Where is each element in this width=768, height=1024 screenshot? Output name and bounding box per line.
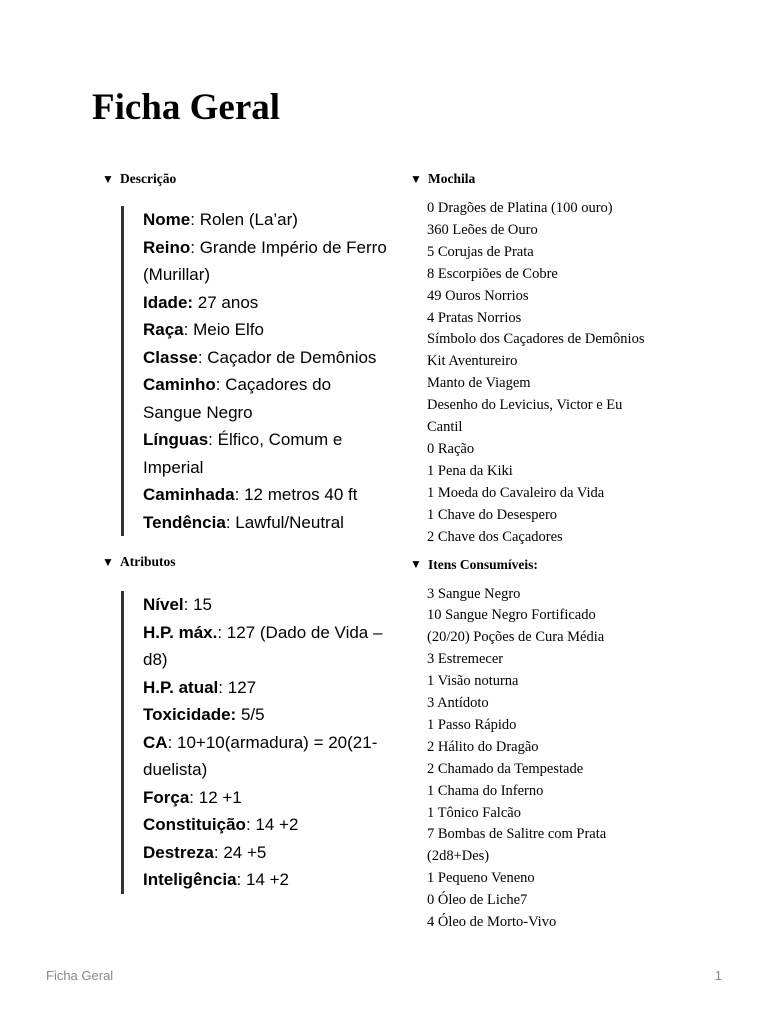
list-item: 7 Bombas de Salitre com Prata	[427, 826, 607, 843]
field-value: 14 +2	[245, 870, 289, 889]
field-label: Constituição	[143, 815, 246, 834]
atributos-field	[143, 674, 392, 702]
field-label: Caminho	[143, 375, 216, 394]
descricao-field	[143, 426, 392, 481]
field-value: 10+10(armadura) = 20(21-duelista)	[143, 732, 378, 779]
field-separator: :	[183, 595, 194, 614]
field-separator: :	[197, 347, 208, 367]
field-value: Caçadores do Sangue Negro	[143, 375, 332, 422]
descricao-field	[143, 316, 392, 344]
field-label: Raça	[143, 320, 184, 339]
field-separator: :	[189, 787, 199, 807]
descricao-field	[143, 344, 392, 372]
field-separator: :	[218, 677, 228, 697]
list-item: 2 Hálito do Dragão	[427, 738, 539, 755]
field-label: Destreza	[143, 842, 214, 862]
field-value: Élfico, Comum e Imperial	[143, 430, 343, 477]
list-item: 2 Chave dos Caçadores	[427, 528, 563, 545]
triangle-down-icon: ▼	[410, 171, 422, 186]
field-value: 127 (Dado de Vida – d8)	[143, 622, 383, 669]
list-item: Manto de Viagem	[427, 375, 531, 392]
field-label: Caminhada	[143, 485, 235, 504]
descricao-field	[143, 234, 392, 289]
list-item: Kit Aventureiro	[427, 353, 518, 370]
list-item: 360 Leões de Ouro	[427, 221, 538, 238]
field-label: H.P. máx.	[143, 622, 218, 642]
list-item: 0 Óleo de Liche7	[427, 892, 528, 909]
list-item: 1 Chama do Inferno	[427, 782, 544, 799]
list-item: 4 Pratas Norrios	[427, 309, 522, 326]
field-separator: :	[217, 622, 227, 642]
list-item: 2 Chamado da Tempestade	[427, 760, 584, 777]
atributos-field	[143, 619, 392, 674]
field-separator: :	[225, 512, 236, 532]
atributos-field	[143, 811, 392, 839]
list-item: 3 Sangue Negro	[427, 585, 521, 602]
list-item: (2d8+Des)	[427, 848, 490, 865]
field-separator: :	[208, 430, 218, 449]
field-value: Meio Elfo	[193, 320, 264, 339]
field-label: H.P. atual	[143, 677, 219, 697]
field-separator: :	[213, 842, 224, 862]
atributos-block	[121, 591, 392, 894]
page-number: 1	[714, 968, 722, 983]
field-separator: :	[167, 732, 178, 752]
list-item: 10 Sangue Negro Fortificado	[427, 607, 596, 624]
field-label: Reino	[143, 237, 191, 257]
field-value: 5/5	[240, 705, 265, 724]
field-separator: :	[190, 237, 200, 257]
atributos-field	[143, 591, 392, 619]
field-label: Força	[143, 787, 190, 807]
atributos-field	[143, 701, 392, 729]
list-item: 1 Pena da Kiki	[427, 462, 513, 479]
list-item: 0 Ração	[427, 440, 475, 457]
list-item: 1 Moeda do Cavaleiro da Vida	[427, 484, 605, 501]
field-label: Línguas	[143, 430, 209, 449]
field-value: 14 +2	[255, 815, 299, 834]
field-value: 27 anos	[197, 292, 259, 312]
field-label: Nível	[143, 595, 184, 614]
list-item: 5 Corujas de Prata	[427, 243, 534, 260]
list-item: 1 Visão noturna	[427, 673, 519, 690]
field-separator: :	[234, 485, 245, 504]
descricao-field	[143, 206, 392, 234]
atributos-field	[143, 866, 392, 894]
list-item: 0 Dragões de Platina (100 ouro)	[427, 200, 613, 216]
field-label: Inteligência	[143, 870, 237, 889]
field-label: Tendência	[143, 512, 226, 532]
list-item: 4 Óleo de Morto-Vivo	[427, 914, 557, 931]
mochila-list	[427, 198, 730, 549]
field-value: Caçador de Demônios	[207, 347, 377, 367]
triangle-down-icon: ▼	[410, 557, 422, 571]
list-item: 1 Passo Rápido	[427, 716, 517, 733]
field-value: 24 +5	[223, 842, 267, 862]
field-value: 12 metros 40 ft	[244, 485, 358, 504]
field-label: Nome	[143, 210, 191, 229]
list-item: 1 Pequeno Veneno	[427, 870, 535, 887]
field-label: CA	[143, 732, 168, 752]
atributos-field	[143, 784, 392, 812]
toggle-atributos-label: Atributos	[120, 554, 176, 569]
field-value: Lawful/Neutral	[235, 512, 344, 532]
toggle-descricao-label: Descrição	[120, 171, 177, 186]
field-value: 127	[227, 677, 257, 697]
descricao-field	[143, 509, 392, 537]
field-value: Rolen (La’ar)	[199, 210, 298, 229]
toggle-atributos[interactable]	[102, 553, 392, 571]
field-value: 12 +1	[198, 787, 242, 807]
list-item: 3 Estremecer	[427, 651, 504, 668]
atributos-field	[143, 839, 392, 867]
field-separator: :	[190, 210, 200, 229]
descricao-block	[121, 206, 392, 536]
field-separator: :	[236, 870, 246, 889]
list-item: Símbolo dos Caçadores de Demônios	[427, 331, 645, 348]
left-column	[102, 170, 392, 894]
field-value: Grande Império de Ferro (Murillar)	[143, 237, 387, 284]
field-separator: :	[215, 375, 226, 394]
page-title: Ficha Geral	[92, 87, 281, 128]
list-item: 8 Escorpiões de Cobre	[427, 265, 558, 282]
atributos-field	[143, 729, 392, 784]
list-item: Cantil	[427, 419, 463, 436]
list-item: 3 Antídoto	[427, 695, 489, 712]
list-item: (20/20) Poções de Cura Média	[427, 629, 605, 646]
field-label: Toxicidade:	[143, 705, 237, 724]
toggle-itens-label: Itens Consumíveis:	[428, 556, 538, 572]
list-item: Desenho do Levicius, Victor e Eu	[427, 397, 623, 414]
field-label: Classe	[143, 347, 198, 367]
triangle-down-icon: ▼	[102, 171, 114, 186]
right-column	[410, 170, 730, 934]
field-separator: :	[183, 320, 194, 339]
descricao-field	[143, 289, 392, 317]
toggle-mochila-label: Mochila	[428, 171, 476, 186]
descricao-field	[143, 371, 392, 426]
field-separator: :	[245, 815, 256, 834]
list-item: 49 Ouros Norrios	[427, 287, 529, 304]
descricao-field	[143, 481, 392, 509]
triangle-down-icon: ▼	[102, 554, 114, 569]
field-value: 15	[193, 595, 213, 614]
field-label: Idade:	[143, 292, 194, 312]
footer-title: Ficha Geral	[46, 968, 114, 983]
itens-list	[427, 584, 730, 935]
toggle-mochila[interactable]	[410, 170, 730, 188]
list-item: 1 Chave do Desespero	[427, 506, 558, 523]
list-item: 1 Tônico Falcão	[427, 804, 521, 821]
toggle-itens-consumiveis[interactable]	[410, 556, 730, 574]
toggle-descricao[interactable]	[102, 170, 392, 188]
